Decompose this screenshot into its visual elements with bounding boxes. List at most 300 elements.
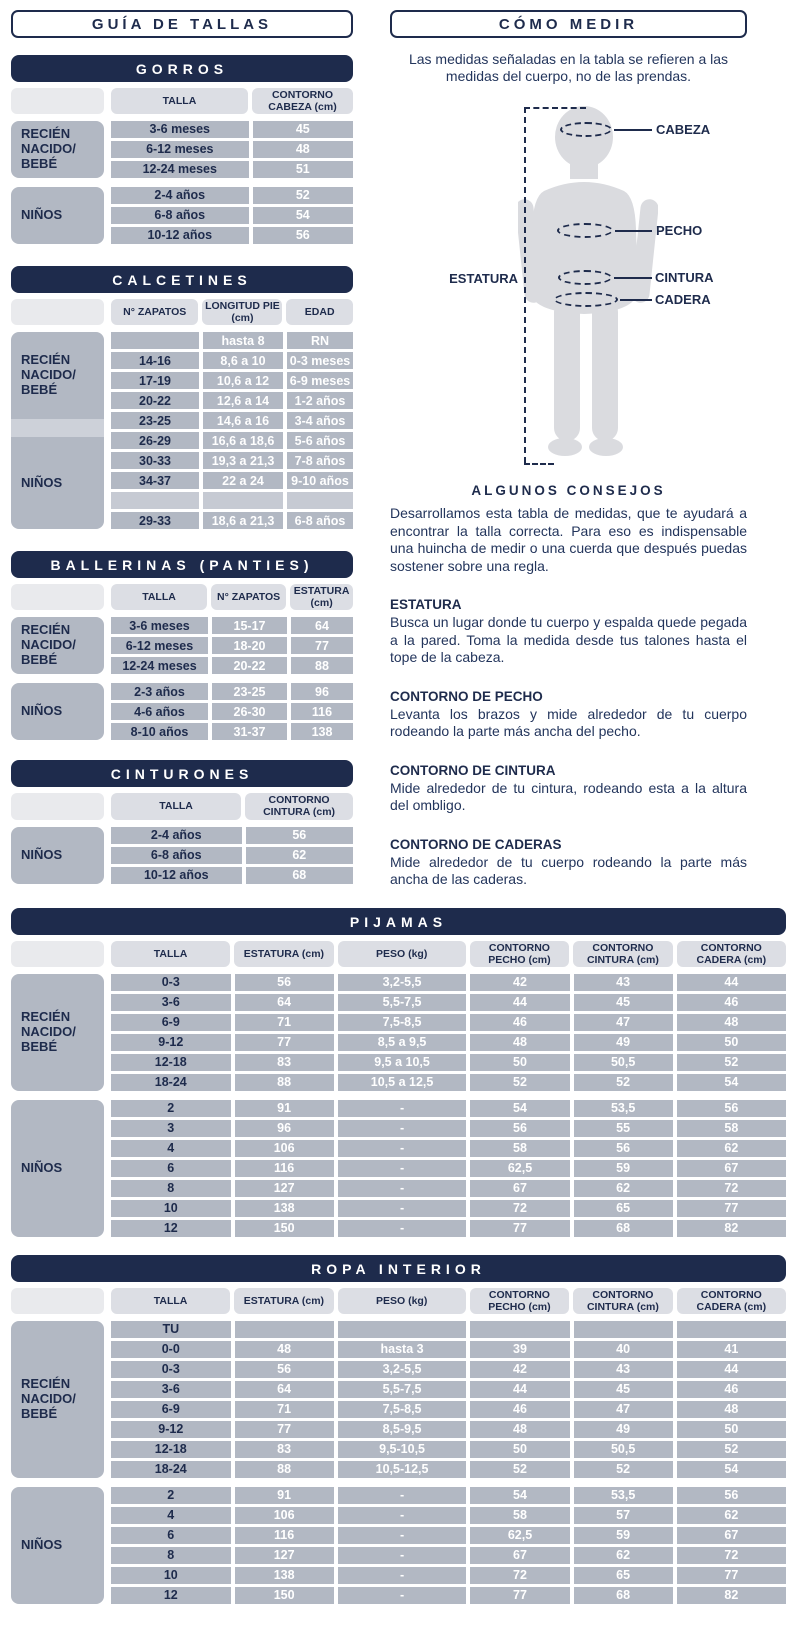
table-cell: 106	[235, 1507, 334, 1524]
table-row	[111, 1160, 786, 1177]
table-row	[111, 412, 353, 429]
table-cell: 10	[111, 1567, 231, 1584]
table-row	[111, 974, 786, 991]
table-row	[111, 1100, 786, 1117]
table-row	[111, 187, 353, 204]
table-cell: 45	[574, 994, 673, 1011]
table-cell	[203, 492, 283, 509]
table-header-row	[11, 584, 353, 610]
cadera-measure-ellipse	[554, 292, 618, 307]
row-group	[11, 1487, 786, 1604]
table-row	[111, 141, 353, 158]
table-cell: 67	[677, 1527, 786, 1544]
table-row	[111, 1200, 786, 1217]
table-row	[111, 1034, 786, 1051]
row-group	[11, 683, 353, 740]
column-header: ESTATURA (cm)	[234, 1288, 333, 1314]
table-groups	[11, 332, 353, 529]
table-row	[111, 352, 353, 369]
group-label: RECIÉN NACIDO/ BEBÉ	[11, 974, 104, 1091]
group-label: NIÑOS	[11, 1487, 104, 1604]
table-cell: 50	[677, 1034, 786, 1051]
table-cell: 72	[677, 1180, 786, 1197]
table-cell: -	[338, 1220, 467, 1237]
cintura-label: CINTURA	[655, 270, 714, 285]
table-cell: 77	[470, 1587, 569, 1604]
table-row	[111, 867, 353, 884]
column-header: CONTORNO CINTURA (cm)	[573, 941, 672, 967]
table-calcetines	[11, 266, 353, 529]
row-group	[11, 827, 353, 884]
table-cell: 52	[677, 1441, 786, 1458]
table-cell: 50	[677, 1421, 786, 1438]
table-cell: 54	[677, 1074, 786, 1091]
table-cell: 54	[253, 207, 353, 224]
table-cell: 91	[235, 1100, 334, 1117]
header-cells	[111, 941, 786, 967]
table-cell: 56	[470, 1120, 569, 1137]
group-label-column	[11, 332, 104, 529]
table-row	[111, 452, 353, 469]
table-row	[111, 1220, 786, 1237]
table-row	[111, 1421, 786, 1438]
table-cell: 5,5-7,5	[338, 994, 467, 1011]
group-label-column	[11, 1487, 104, 1604]
table-cell: 45	[574, 1381, 673, 1398]
table-cell: 43	[574, 1361, 673, 1378]
table-row	[111, 432, 353, 449]
table-cell: 138	[291, 723, 353, 740]
table-row	[111, 1401, 786, 1418]
table-cell: 68	[246, 867, 353, 884]
table-cell: 9-10 años	[287, 472, 353, 489]
table-cell: -	[338, 1487, 467, 1504]
column-header: TALLA	[111, 1288, 230, 1314]
header-spacer-cell	[11, 88, 104, 114]
table-cell	[111, 332, 199, 349]
table-cell: TU	[111, 1321, 231, 1338]
group-rows	[111, 827, 353, 884]
table-title-bar: PIJAMAS	[11, 908, 786, 935]
group-rows	[111, 617, 353, 674]
table-cell: 56	[246, 827, 353, 844]
table-cell	[111, 492, 199, 509]
row-group	[11, 332, 353, 529]
table-cell: 6-12 meses	[111, 141, 249, 158]
column-header: TALLA	[111, 584, 207, 610]
table-header-row	[11, 299, 353, 325]
table-row	[111, 827, 353, 844]
table-cell: 26-30	[212, 703, 287, 720]
row-group	[11, 187, 353, 244]
table-ballerinas	[11, 551, 353, 740]
section-title: CONTORNO DE CINTURA	[390, 762, 556, 778]
table-cell: 96	[235, 1120, 334, 1137]
table-cell: 0-3	[111, 974, 231, 991]
table-cell: 71	[235, 1401, 334, 1418]
header-cells	[111, 299, 353, 325]
table-cell	[338, 1321, 467, 1338]
group-label: RECIÉN NACIDO/ BEBÉ	[11, 121, 104, 178]
section-text: Mide alrededor de tu cuerpo rodeando la parte más ancha de las caderas.	[390, 853, 747, 887]
table-title-bar: CINTURONES	[11, 760, 353, 787]
table-cell: 4-6 años	[111, 703, 208, 720]
table-cell: -	[338, 1180, 467, 1197]
table-cell: 22 a 24	[203, 472, 283, 489]
table-row	[111, 847, 353, 864]
table-row	[111, 332, 353, 349]
column-header: TALLA	[111, 88, 248, 114]
row-group	[11, 974, 786, 1091]
table-cell: 67	[677, 1160, 786, 1177]
table-cell: 52	[574, 1461, 673, 1478]
table-cell: 5,5-7,5	[338, 1381, 467, 1398]
table-cell: 127	[235, 1547, 334, 1564]
table-cinturones	[11, 760, 353, 883]
header-cells	[111, 88, 353, 114]
table-cell: 116	[291, 703, 353, 720]
table-cell: 67	[470, 1180, 569, 1197]
table-cell: 40	[574, 1341, 673, 1358]
estatura-dashed-line	[524, 107, 526, 463]
header-cells	[111, 793, 353, 819]
table-row	[111, 1361, 786, 1378]
table-cell	[470, 1321, 569, 1338]
estatura-dash-bottom	[524, 463, 554, 465]
table-cell: 77	[291, 637, 353, 654]
group-label-column	[11, 974, 104, 1091]
header-spacer-cell	[11, 941, 104, 967]
table-row	[111, 1461, 786, 1478]
table-cell: 0-0	[111, 1341, 231, 1358]
table-cell: 56	[574, 1140, 673, 1157]
table-cell: 67	[470, 1547, 569, 1564]
table-cell: 57	[574, 1507, 673, 1524]
table-cell: 17-19	[111, 372, 199, 389]
table-cell: 12-24 meses	[111, 161, 249, 178]
table-cell: -	[338, 1527, 467, 1544]
group-label: NIÑOS	[11, 437, 104, 529]
table-cell: 8-10 años	[111, 723, 208, 740]
table-cell: 138	[235, 1567, 334, 1584]
table-cell: 65	[574, 1200, 673, 1217]
table-cell: 3-6	[111, 1381, 231, 1398]
table-cell: 3-6 meses	[111, 121, 249, 138]
table-header-row	[11, 88, 353, 114]
header-spacer-cell	[11, 793, 104, 819]
cadera-pointer-line	[620, 299, 652, 301]
table-cell: 62	[677, 1140, 786, 1157]
table-cell: 1-2 años	[287, 392, 353, 409]
group-label-column	[11, 683, 104, 740]
group-label: NIÑOS	[11, 187, 104, 244]
table-cell: 6	[111, 1160, 231, 1177]
table-cell: 50	[470, 1441, 569, 1458]
table-cell: 56	[235, 1361, 334, 1378]
table-cell: 72	[677, 1547, 786, 1564]
column-header: EDAD	[286, 299, 353, 325]
table-row	[111, 637, 353, 654]
table-cell: hasta 8	[203, 332, 283, 349]
table-cell: 3	[111, 1120, 231, 1137]
table-cell	[235, 1321, 334, 1338]
table-groups	[11, 974, 786, 1237]
table-cell: hasta 3	[338, 1341, 467, 1358]
section-title: CONTORNO DE PECHO	[390, 688, 543, 704]
table-cell: 52	[253, 187, 353, 204]
table-row	[111, 512, 353, 529]
section-title: CONTORNO DE CADERAS	[390, 836, 562, 852]
table-header-row	[11, 793, 353, 819]
table-cell: 68	[574, 1587, 673, 1604]
table-cell: 9-12	[111, 1421, 231, 1438]
table-header-row	[11, 941, 786, 967]
table-cell: 62	[574, 1180, 673, 1197]
table-cell: 44	[677, 974, 786, 991]
table-cell: 44	[470, 1381, 569, 1398]
table-cell: 50,5	[574, 1441, 673, 1458]
table-row	[111, 1120, 786, 1137]
table-cell: 65	[574, 1567, 673, 1584]
table-cell: -	[338, 1120, 467, 1137]
table-cell: 23-25	[111, 412, 199, 429]
section-contorno-pecho	[390, 689, 747, 741]
table-cell: 64	[235, 1381, 334, 1398]
consejos-text: Desarrollamos esta tabla de medidas, que te ayudará a encontrar la talla correcta. Para eso es indispensable una huincha de medir o una cuerda que después puedas sostener sobre una regla.	[390, 505, 747, 574]
table-cell: 56	[253, 227, 353, 244]
table-row	[111, 1054, 786, 1071]
table-row	[111, 372, 353, 389]
table-cell: 150	[235, 1220, 334, 1237]
row-group	[11, 1100, 786, 1237]
table-row	[111, 703, 353, 720]
table-cell: 4	[111, 1140, 231, 1157]
table-cell: 12,6 a 14	[203, 392, 283, 409]
pecho-measure-ellipse	[557, 223, 613, 238]
table-cell: 48	[677, 1401, 786, 1418]
table-header-row	[11, 1288, 786, 1314]
table-cell: 15-17	[212, 617, 287, 634]
table-cell: 10,6 a 12	[203, 372, 283, 389]
table-cell: 43	[574, 974, 673, 991]
section-contorno-caderas	[390, 837, 747, 889]
body-measurement-diagram	[390, 91, 747, 473]
table-cell: 5-6 años	[287, 432, 353, 449]
table-cell: 83	[235, 1054, 334, 1071]
table-row	[111, 1441, 786, 1458]
section-estatura	[390, 597, 747, 667]
table-cell: 50,5	[574, 1054, 673, 1071]
table-groups	[11, 617, 353, 740]
table-cell: -	[338, 1200, 467, 1217]
table-cell: 16,6 a 18,6	[203, 432, 283, 449]
table-cell: 2-3 años	[111, 683, 208, 700]
table-cell: 64	[235, 994, 334, 1011]
table-cell: 19,3 a 21,3	[203, 452, 283, 469]
group-rows	[111, 121, 353, 178]
table-cell: 62	[677, 1507, 786, 1524]
table-cell: 48	[235, 1341, 334, 1358]
section-text: Levanta los brazos y mide alrededor de tu cuerpo rodeando la parte más ancha del pecho.	[390, 705, 747, 739]
table-row	[111, 227, 353, 244]
group-rows	[111, 1321, 786, 1478]
cabeza-label: CABEZA	[656, 122, 711, 137]
column-header: TALLA	[111, 793, 241, 819]
table-cell: 8	[111, 1547, 231, 1564]
column-header: CONTORNO CADERA (cm)	[677, 1288, 786, 1314]
table-cell: -	[338, 1140, 467, 1157]
table-cell: 53,5	[574, 1100, 673, 1117]
table-cell: 42	[470, 1361, 569, 1378]
table-cell: 2	[111, 1100, 231, 1117]
table-title-bar: ROPA INTERIOR	[11, 1255, 786, 1282]
table-cell: 8,5 a 9,5	[338, 1034, 467, 1051]
table-cell: RN	[287, 332, 353, 349]
table-cell: 8,6 a 10	[203, 352, 283, 369]
group-label: RECIÉN NACIDO/ BEBÉ	[11, 617, 104, 674]
table-cell: 58	[677, 1120, 786, 1137]
group-label: NIÑOS	[11, 683, 104, 740]
table-cell: 9-12	[111, 1034, 231, 1051]
table-cell: 50	[470, 1054, 569, 1071]
group-label-column	[11, 121, 104, 178]
table-row	[111, 994, 786, 1011]
table-title-bar: CALCETINES	[11, 266, 353, 293]
table-cell: 88	[291, 657, 353, 674]
group-rows	[111, 683, 353, 740]
section-text: Mide alrededor de tu cintura, rodeando esta a la altura del ombligo.	[390, 779, 747, 813]
table-row	[111, 121, 353, 138]
table-cell: 30-33	[111, 452, 199, 469]
cintura-measure-ellipse	[558, 270, 612, 285]
table-cell: 127	[235, 1180, 334, 1197]
column-header: CONTORNO CINTURA (cm)	[245, 793, 353, 819]
column-header: CONTORNO CADERA (cm)	[677, 941, 786, 967]
group-label-column	[11, 1100, 104, 1237]
table-row	[111, 657, 353, 674]
table-cell	[574, 1321, 673, 1338]
table-cell: -	[338, 1587, 467, 1604]
group-label: NIÑOS	[11, 1100, 104, 1237]
table-row	[111, 1381, 786, 1398]
group-label-column	[11, 1321, 104, 1478]
table-cell: 68	[574, 1220, 673, 1237]
table-cell: 2-4 años	[111, 187, 249, 204]
table-cell: 62,5	[470, 1160, 569, 1177]
group-label-column	[11, 187, 104, 244]
table-cell: 46	[470, 1014, 569, 1031]
table-cell: 88	[235, 1461, 334, 1478]
header-cells	[111, 1288, 786, 1314]
table-cell: 10	[111, 1200, 231, 1217]
table-cell: 45	[253, 121, 353, 138]
table-cell: 7,5-8,5	[338, 1014, 467, 1031]
column-header: ESTATURA (cm)	[290, 584, 353, 610]
cabeza-pointer-line	[614, 129, 652, 131]
table-row	[111, 683, 353, 700]
table-cell: 12-18	[111, 1441, 231, 1458]
table-cell: 88	[235, 1074, 334, 1091]
table-cell: 3,2-5,5	[338, 1361, 467, 1378]
column-header: CONTORNO CINTURA (cm)	[573, 1288, 672, 1314]
table-cell: 44	[677, 1361, 786, 1378]
table-cell: 7-8 años	[287, 452, 353, 469]
table-cell: 64	[291, 617, 353, 634]
table-cell: 3-6 meses	[111, 617, 208, 634]
column-header: CONTORNO PECHO (cm)	[470, 1288, 569, 1314]
group-label-column	[11, 617, 104, 674]
column-header: LONGITUD PIE (cm)	[202, 299, 282, 325]
table-cell: 8	[111, 1180, 231, 1197]
table-cell: 77	[235, 1421, 334, 1438]
table-cell: -	[338, 1547, 467, 1564]
como-medir-intro: Las medidas señaladas en la tabla se refieren a las medidas del cuerpo, no de las prendas.	[408, 51, 729, 84]
row-group	[11, 121, 353, 178]
table-cell: 8,5-9,5	[338, 1421, 467, 1438]
table-cell: 56	[235, 974, 334, 991]
table-cell: 52	[470, 1461, 569, 1478]
table-cell: 59	[574, 1160, 673, 1177]
table-cell: 62	[246, 847, 353, 864]
table-cell: 62,5	[470, 1527, 569, 1544]
table-row	[111, 472, 353, 489]
group-rows	[111, 187, 353, 244]
table-cell: 82	[677, 1587, 786, 1604]
table-cell: 54	[677, 1461, 786, 1478]
table-cell: 56	[677, 1487, 786, 1504]
table-cell: 6-8 años	[111, 207, 249, 224]
pecho-pointer-line	[615, 230, 652, 232]
table-cell: 6-9	[111, 1014, 231, 1031]
table-cell: 96	[291, 683, 353, 700]
table-cell: 62	[574, 1547, 673, 1564]
table-cell: 47	[574, 1014, 673, 1031]
table-cell: 9,5-10,5	[338, 1441, 467, 1458]
table-row	[111, 1140, 786, 1157]
table-cell: 18-20	[212, 637, 287, 654]
table-row	[111, 1587, 786, 1604]
table-cell: 44	[470, 994, 569, 1011]
table-row	[111, 207, 353, 224]
table-cell: 34-37	[111, 472, 199, 489]
table-row	[111, 1527, 786, 1544]
cadera-label: CADERA	[655, 292, 711, 307]
size-guide-column	[11, 10, 353, 884]
table-row	[111, 1180, 786, 1197]
group-label: NIÑOS	[11, 827, 104, 884]
consejos-title: ALGUNOS CONSEJOS	[471, 483, 666, 498]
table-cell: 41	[677, 1341, 786, 1358]
table-cell: 49	[574, 1421, 673, 1438]
table-cell: 83	[235, 1441, 334, 1458]
group-rows	[111, 1100, 786, 1237]
table-row	[111, 1321, 786, 1338]
table-cell: 51	[253, 161, 353, 178]
column-header: CONTORNO CABEZA (cm)	[252, 88, 353, 114]
table-groups	[11, 827, 353, 884]
estatura-label: ESTATURA	[449, 271, 518, 286]
table-row	[111, 392, 353, 409]
table-cell: 6-8 años	[287, 512, 353, 529]
column-header: ESTATURA (cm)	[234, 941, 333, 967]
table-cell: 46	[677, 994, 786, 1011]
table-row	[111, 1341, 786, 1358]
table-cell: 48	[253, 141, 353, 158]
cabeza-measure-ellipse	[560, 122, 612, 137]
table-ropa-interior	[11, 1255, 786, 1604]
table-cell: 42	[470, 974, 569, 991]
table-cell: 10-12 años	[111, 867, 242, 884]
